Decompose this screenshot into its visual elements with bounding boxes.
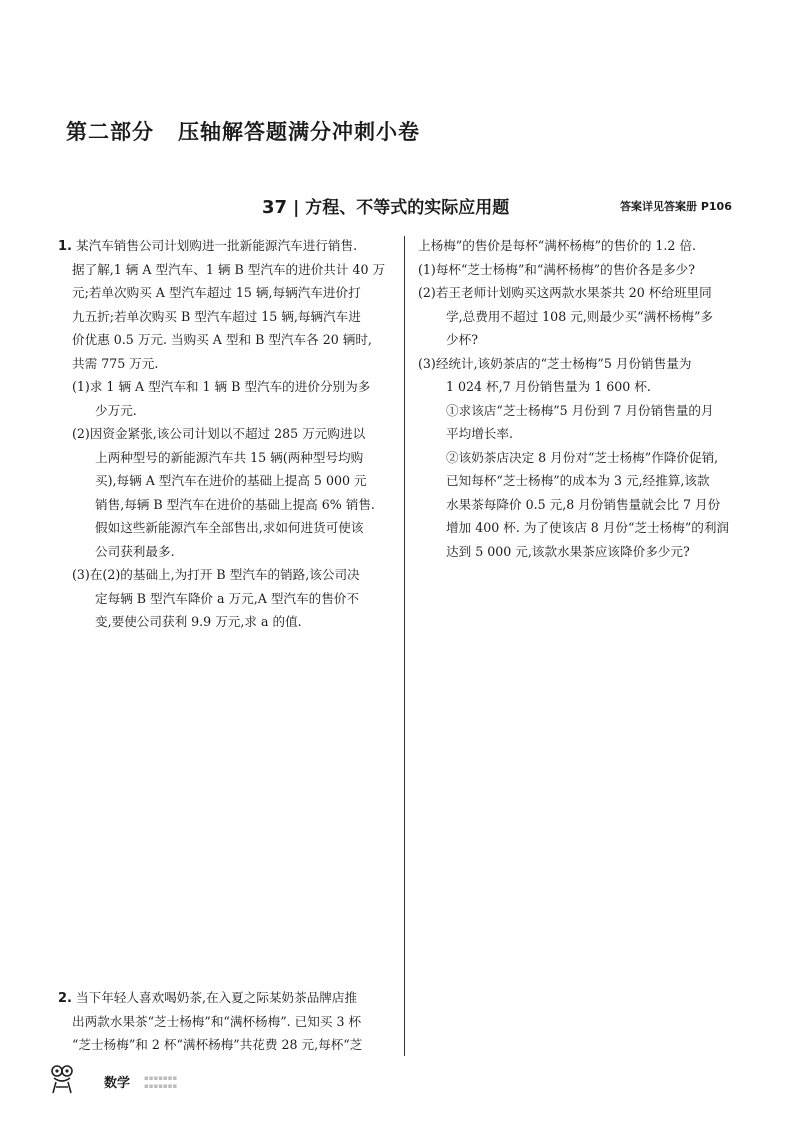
part-heading: 压轴解答题满分冲刺小卷 <box>178 120 420 144</box>
sub-question-line: (1)每杯“芝士杨梅”和“满杯杨梅”的售价各是多少? <box>418 261 696 277</box>
sub-question-line: 达到 5 000 元,该款水果茶应该降价多少元? <box>446 543 690 559</box>
sub-question-line: 少杯? <box>446 332 478 347</box>
sub-question-line: 上两种型号的新能源汽车共 15 辆(两种型号均购 <box>95 449 364 465</box>
sub-question-line: 平均增长率. <box>446 426 513 441</box>
footer-subject: 数学 <box>104 1076 131 1091</box>
question-2-line: “芝士杨梅”和 2 杯“满杯杨梅”共花费 28 元,每杯“芝 <box>72 1037 363 1052</box>
question-2-line <box>58 986 394 1010</box>
question-1-line: 共需 775 万元. <box>72 355 159 371</box>
section-number: 37 <box>262 197 288 218</box>
question-1-line: 据了解,1 辆 A 型汽车、1 辆 B 型汽车的进价共计 40 万 <box>72 261 386 277</box>
section-separator: | <box>293 198 300 218</box>
part-title <box>66 116 420 146</box>
question-1-line <box>58 234 394 258</box>
sub-question-line: 买),每辆 A 型汽车在进价的基础上提高 5 000 元 <box>95 473 367 488</box>
question-1-line: 价优惠 0.5 万元. 当购买 A 型和 B 型汽车各 20 辆时, <box>72 332 372 347</box>
question-1-line: 九五折;若单次购买 B 型汽车超过 15 辆,每辆汽车进 <box>72 308 361 324</box>
question-number: 1. <box>58 239 72 254</box>
sub-question-line: ①求该店“芝士杨梅”5 月份到 7 月份销售量的月 <box>446 402 714 418</box>
sub-question-line: 销售,每辆 B 型汽车在进价的基础上提高 6% 销售. <box>95 496 375 512</box>
sub-question-line: (1)求 1 辆 A 型汽车和 1 辆 B 型汽车的进价分别为多 <box>72 379 371 394</box>
sub-question-line: (2)若王老师计划购买这两款水果茶共 20 杯给班里同 <box>418 285 712 300</box>
sub-question-line: 假如这些新能源汽车全部售出,求如何进货可使该 <box>95 520 364 535</box>
question-1-line: 元;若单次购买 A 型汽车超过 15 辆,每辆汽车进价打 <box>72 285 361 300</box>
mascot-logo-icon <box>46 1062 80 1096</box>
question-text: 当下年轻人喜欢喝奶茶,在入夏之际某奶茶品牌店推 <box>76 990 358 1005</box>
question-2-continued <box>418 234 748 563</box>
sub-question-line: 定每辆 B 型汽车降价 a 万元,A 型汽车的售价不 <box>95 590 359 606</box>
sub-question-line: 变,要使公司获利 9.9 万元,求 a 的值. <box>95 614 302 629</box>
sub-question-line: 增加 400 杯. 为了使该店 8 月份“芝士杨梅”的利润 <box>446 520 730 535</box>
question-2 <box>58 986 394 1057</box>
sub-question-line: 1 024 杯,7 月份销售量为 1 600 杯. <box>446 379 651 394</box>
section-header <box>262 193 509 218</box>
question-1 <box>58 234 394 634</box>
answer-reference: 答案详见答案册 P106 <box>620 200 732 213</box>
question-text: 某汽车销售公司计划购进一批新能源汽车进行销售. <box>76 238 358 253</box>
question-2-line: 出两款水果茶“芝士杨梅”和“满杯杨梅”. 已知买 3 杯 <box>72 1013 362 1029</box>
question-number: 2. <box>58 991 72 1006</box>
sub-question-line: ②该奶茶店决定 8 月份对“芝士杨梅”作降价促销, <box>446 449 719 465</box>
sub-question-line: (2)因资金紧张,该公司计划以不超过 285 万元购进以 <box>72 426 366 441</box>
part-label: 第二部分 <box>66 120 154 144</box>
question-2-line: 上杨梅”的售价是每杯“满杯杨梅”的售价的 1.2 倍. <box>418 238 697 253</box>
section-title: 方程、不等式的实际应用题 <box>305 198 510 218</box>
sub-question-line: 少万元. <box>95 402 137 418</box>
sub-question-line: 已知每杯“芝士杨梅”的成本为 3 元,经推算,该款 <box>446 473 710 488</box>
sub-question-line: 学,总费用不超过 108 元,则最少买“满杯杨梅”多 <box>446 308 714 324</box>
sub-question-line: (3)在(2)的基础上,为打开 B 型汽车的销路,该公司决 <box>72 567 360 582</box>
sub-question-line: 公司获利最多. <box>95 543 175 559</box>
sub-question-line: 水果茶每降价 0.5 元,8 月份销售量就会比 7 月份 <box>446 496 721 512</box>
footer-decoration: ▪▪▪▪▪▪▪ ▪▪▪▪▪▪▪ <box>144 1074 178 1090</box>
column-divider <box>404 236 405 1056</box>
sub-question-line: (3)经统计,该奶茶店的“芝士杨梅”5 月份销售量为 <box>418 355 692 371</box>
